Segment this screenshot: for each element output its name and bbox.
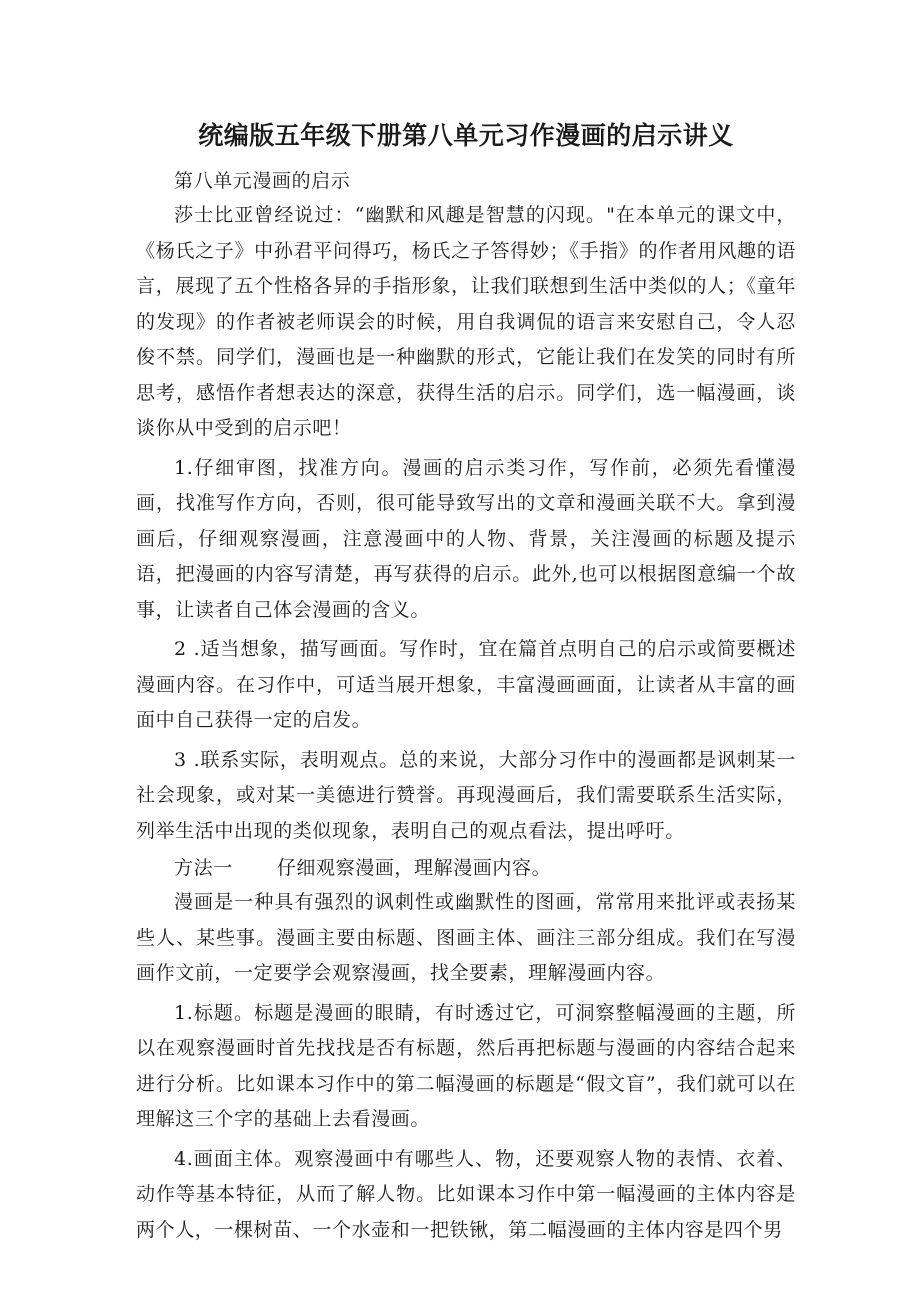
document-title: 统编版五年级下册第八单元习作漫画的启示讲义	[198, 121, 734, 150]
tip-2-paragraph: 2 .适当想象，描写画面。写作时，宜在篇首点明自己的启示或简要概述漫画内容。在习作中，可适当展开想象，丰富漫画画面，让读者从丰富的画面中自己获得一定的启发。	[136, 638, 796, 731]
method-heading	[136, 853, 796, 883]
main-subject-paragraph: 4.画面主体。观察漫画中有哪些人、物，还要观察人物的表情、衣着、动作等基本特征，从而了解人物。比如课本习作中第一幅漫画的主体内容是两个人，一棵树苗、一个水壶和一把铁锹，第二幅漫画的主体内容是四个男	[136, 1147, 796, 1241]
method-label: 方法一	[174, 857, 233, 879]
document-page	[136, 118, 796, 1252]
tip-3-paragraph: 3 .联系实际，表明观点。总的来说，大部分习作中的漫画都是讽刺某一社会现象，或对某一美德进行赞誉。再现漫画后，我们需要联系生活实际，列举生活中出现的类似现象，表明自己的观点看法，提出呼吁。	[136, 748, 796, 842]
intro-paragraph: 莎士比亚曾经说过：“幽默和风趣是智慧的闪现。"在本单元的课文中，《杨氏之子》中孙君平问得巧，杨氏之子答得妙；《手指》的作者用风趣的语言，展现了五个性格各异的手指形象，让我们联想到生活中类似的人；《童年的发现》的作者被老师误会的时候，用自我调侃的语言来安慰自己，令人忍俊不禁。同学们，漫画也是一种幽默的形式，它能让我们在发笑的同时有所思考，感悟作者想表达的深意，获得生活的启示。同学们，选一幅漫画，谈谈你从中受到的启示吧！	[136, 204, 796, 439]
tip-1-paragraph: 1.仔细审图，找准方向。漫画的启示类习作，写作前，必须先看懂漫画，找准写作方向，否则，很可能导致写出的文章和漫画关联不大。拿到漫画后，仔细观察漫画，注意漫画中的人物、背景，关注漫画的标题及提示语，把漫画的内容写清楚，再写获得的启示。此外,也可以根据图意编一个故事，让读者自己体会漫画的含义。	[136, 456, 796, 621]
method-text: 仔细观察漫画，理解漫画内容。	[276, 857, 552, 879]
title-element-paragraph: 1.标题。标题是漫画的眼睛，有时透过它，可洞察整幅漫画的主题，所以在观察漫画时首先找找是否有标题，然后再把标题与漫画的内容结合起来进行分析。比如课本习作中的第二幅漫画的标题是“假文盲”，我们就可以在理解这三个字的基础上去看漫画。	[136, 1001, 796, 1130]
document-subtitle: 第八单元漫画的启示	[174, 170, 351, 192]
comic-definition-paragraph: 漫画是一种具有强烈的讽刺性或幽默性的图画，常常用来批评或表扬某些人、某些事。漫画主要由标题、图画主体、画注三部分组成。我们在写漫画作文前，一定要学会观察漫画，找全要素，理解漫画内容。	[136, 891, 796, 984]
